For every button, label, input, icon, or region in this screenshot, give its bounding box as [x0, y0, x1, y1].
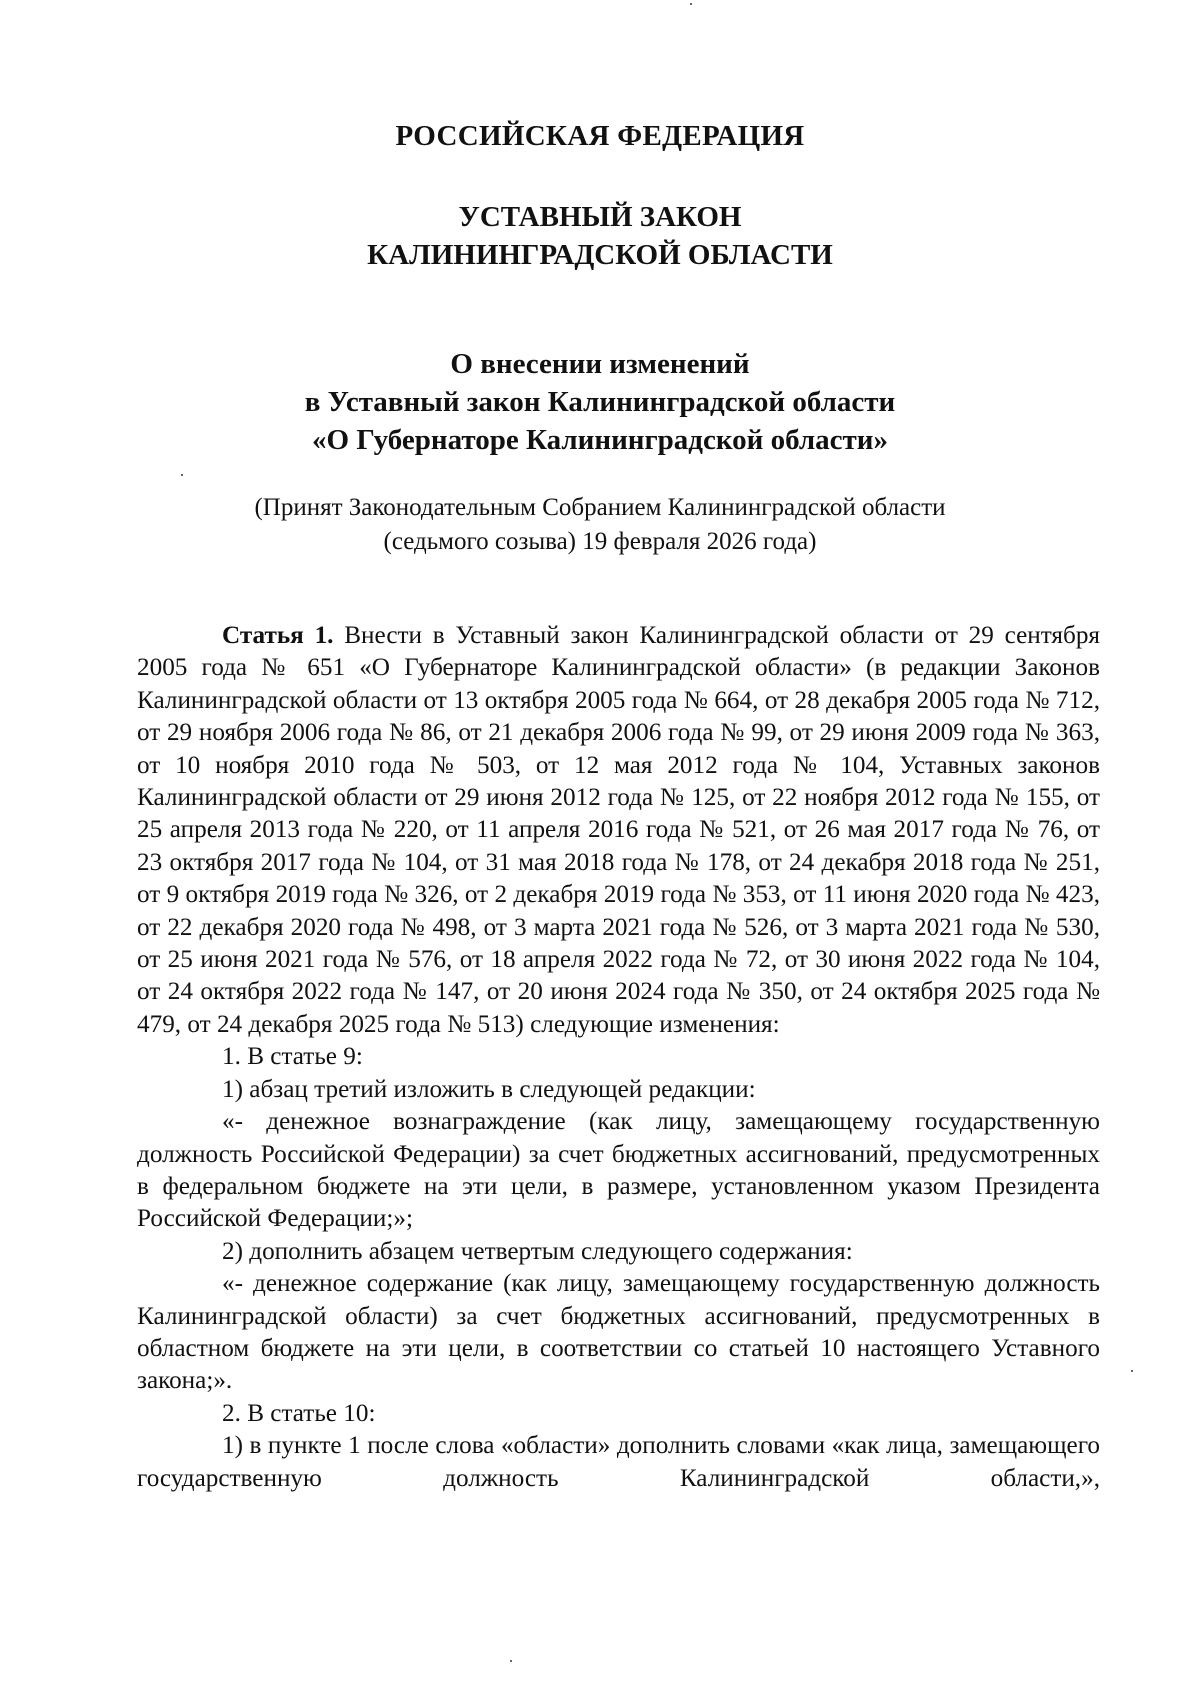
article-1-paragraph [137, 620, 1100, 1041]
article-1-text: Внести в Уставный закон Калининградской области от 29 сентября 2005 года № 651 «О Губернаторе Калининградской области» (в редакции Законов Калининградской области от 13 октября 2005 года № 664, от 28 декабря 2005 года № 712, от 29 ноября 2006 года № 86, от 21 декабря 2006 года № 99, от 29 июня 2009 года № 363, от 10 ноября 2010 года № 503, от 12 мая 2012 года № 104, Уставных законов Калининградской области от 29 июня 2012 года № 125, от 22 ноября 2012 года № 155, от 25 апреля 2013 года № 220, от 11 апреля 2016 года № 521, от 26 мая 2017 года № 76, от 23 октября 2017 года № 104, от 31 мая 2018 года № 178, от 24 декабря 2018 года № 251, от 9 октября 2019 года № 326, от 2 декабря 2019 года № 353, от 11 июня 2020 года № 423, от 22 декабря 2020 года № 498, от 3 марта 2021 года № 526, от 3 марта 2021 года № 530, от 25 июня 2021 года № 576, от 18 апреля 2022 года № 72, от 30 июня 2022 года № 104, от 24 октября 2022 года № 147, от 20 июня 2024 года № 350, от 24 октября 2025 года № 479, от 24 декабря 2025 года № 513) следующие изменения: [137, 622, 1101, 1038]
law-title [0, 345, 1200, 459]
adoption-note [0, 491, 1200, 559]
law-title-line-3: «О Губернаторе Калининградской области» [312, 424, 888, 456]
law-title-line-2: в Уставный закон Калининградской области [304, 386, 896, 418]
law-type-line-2: КАЛИНИНГРАДСКОЙ ОБЛАСТИ [367, 239, 833, 271]
item-paragraph-1: 1. В статье 9: [222, 1043, 363, 1071]
scan-speck [181, 474, 183, 476]
adoption-note-line-1: (Принят Законодательным Собранием Калининградской области [254, 494, 946, 521]
item-paragraph-5: «- денежное содержание (как лицу, замещающему государственную должность Калининградской области) за счет бюджетных ассигнований, предусмотренных в областном бюджете на эти цели, в соответствии со статьей 10 настоящего Уставного закона;». [137, 1270, 1100, 1395]
document-body [137, 620, 1100, 1495]
item-paragraph-6: 2. В статье 10: [222, 1399, 376, 1427]
item-paragraph-4: 2) дополнить абзацем четвертым следующего содержания: [222, 1237, 853, 1265]
law-type-heading [0, 198, 1200, 274]
scan-speck [1131, 1370, 1133, 1372]
federation-heading: РОССИЙСКАЯ ФЕДЕРАЦИЯ [395, 120, 805, 152]
adoption-note-line-2: (седьмого созыва) 19 февраля 2026 года) [383, 528, 817, 555]
scan-speck [510, 1660, 512, 1662]
article-1-heading: Статья 1. [222, 622, 334, 649]
item-paragraph-3: «- денежное вознаграждение (как лицу, замещающему государственную должность Российской Федерации) за счет бюджетных ассигнований, предусмотренных в федеральном бюджете на эти цели, в размере, установленном указом Президента Российской Федерации;»; [137, 1108, 1100, 1233]
item-paragraph-2: 1) абзац третий изложить в следующей редакции: [222, 1075, 756, 1103]
law-title-line-1: О внесении изменений [450, 348, 750, 380]
scan-speck [690, 3, 692, 5]
item-paragraph-7: 1) в пункте 1 после слова «области» дополнить словами «как лица, замещающего государственную должность Калининградской области,», [137, 1432, 1100, 1492]
law-type-line-1: УСТАВНЫЙ ЗАКОН [458, 201, 742, 233]
